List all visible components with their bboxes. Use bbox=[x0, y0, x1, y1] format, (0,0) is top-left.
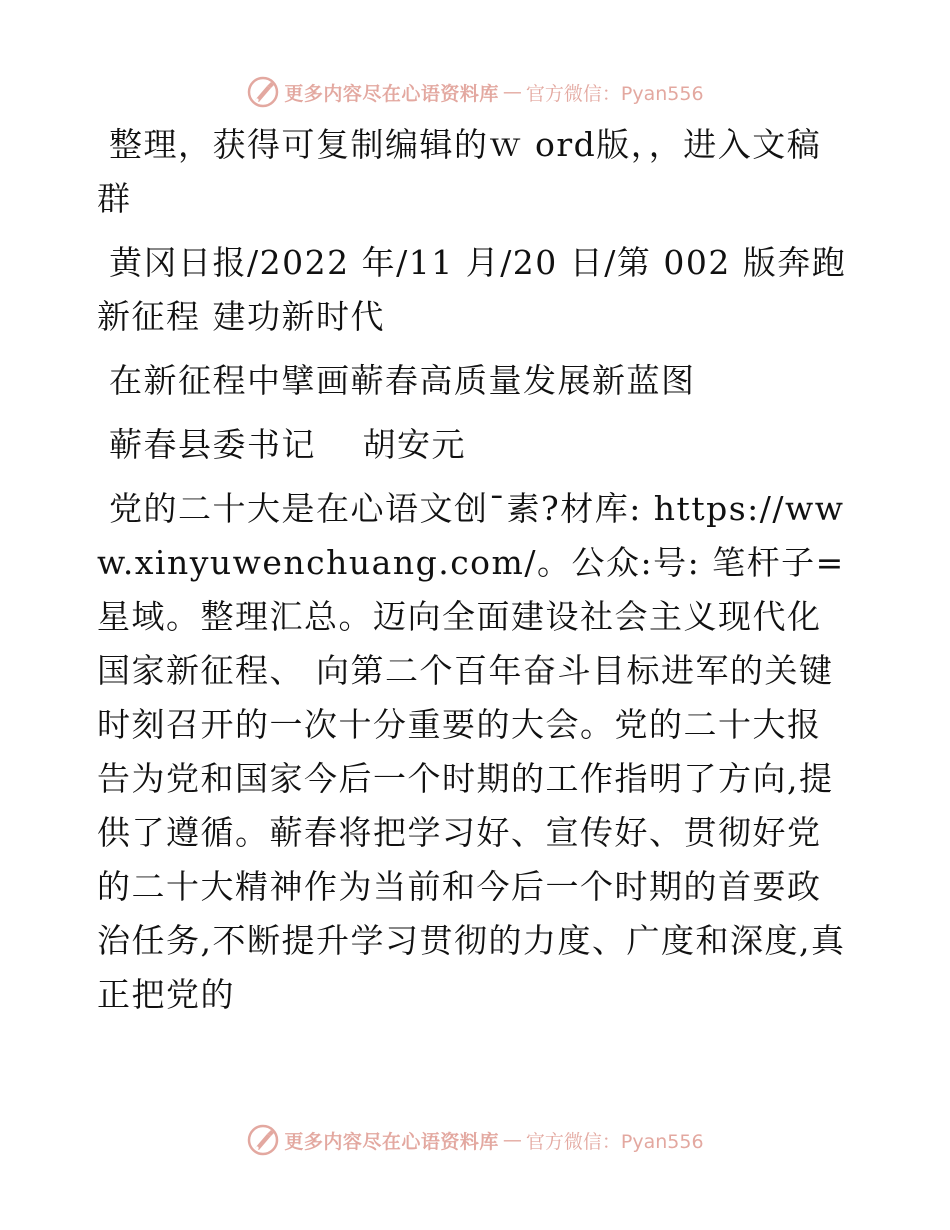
watermark-dash: — bbox=[502, 81, 522, 103]
newspaper-source-line bbox=[97, 236, 852, 344]
article-body-text: 党的二十大是在心语文创¯素?材库: https://www.xinyuwenchuang.com/。公众:号: 笔杆子=星域。整理汇总。迈向全面建设社会主义现代化国家新征程、 向第二个百年奋斗目标进军的关键时刻召开的一次十分重要的大会。党的二十大报告为党和国家今后一个时期的工作指明了方向,提供了遵循。蕲春将把学习好、宣传好、贯彻好党的二十大精神作为当前和今后一个时期的首要政治任务,不断提升学习贯彻的力度、广度和深度,真正把党的 bbox=[97, 489, 846, 1014]
watermark-dash: — bbox=[502, 1129, 522, 1151]
pen-nib-circle-icon bbox=[246, 1123, 280, 1157]
article-byline-text: 蕲春县委书记 胡安元 bbox=[109, 425, 466, 464]
article-headline bbox=[97, 354, 852, 408]
watermark-wechat-text: 官方微信：Pyan556 bbox=[525, 82, 704, 105]
article-headline-text: 在新征程中擘画蕲春高质量发展新蓝图 bbox=[109, 361, 696, 400]
watermark-wechat-text: 官方微信：Pyan556 bbox=[525, 1130, 704, 1153]
article-body-paragraph bbox=[97, 482, 852, 1022]
watermark-main-text: 更多内容尽在心语资料库 bbox=[284, 1130, 499, 1153]
pen-nib-circle-icon bbox=[246, 75, 280, 109]
intro-line bbox=[97, 118, 852, 226]
watermark-main-text: 更多内容尽在心语资料库 bbox=[284, 82, 499, 105]
article-byline bbox=[97, 418, 852, 472]
header-watermark-banner bbox=[0, 72, 950, 112]
footer-watermark-banner bbox=[0, 1120, 950, 1160]
document-body bbox=[97, 118, 852, 1022]
newspaper-source-text: 黄冈日报/2022 年/11 月/20 日/第 002 版奔跑新征程 建功新时代 bbox=[97, 243, 847, 336]
intro-line-text: 整理，获得可复制编辑的ｗ ord版，，进入文稿群 bbox=[97, 125, 822, 218]
